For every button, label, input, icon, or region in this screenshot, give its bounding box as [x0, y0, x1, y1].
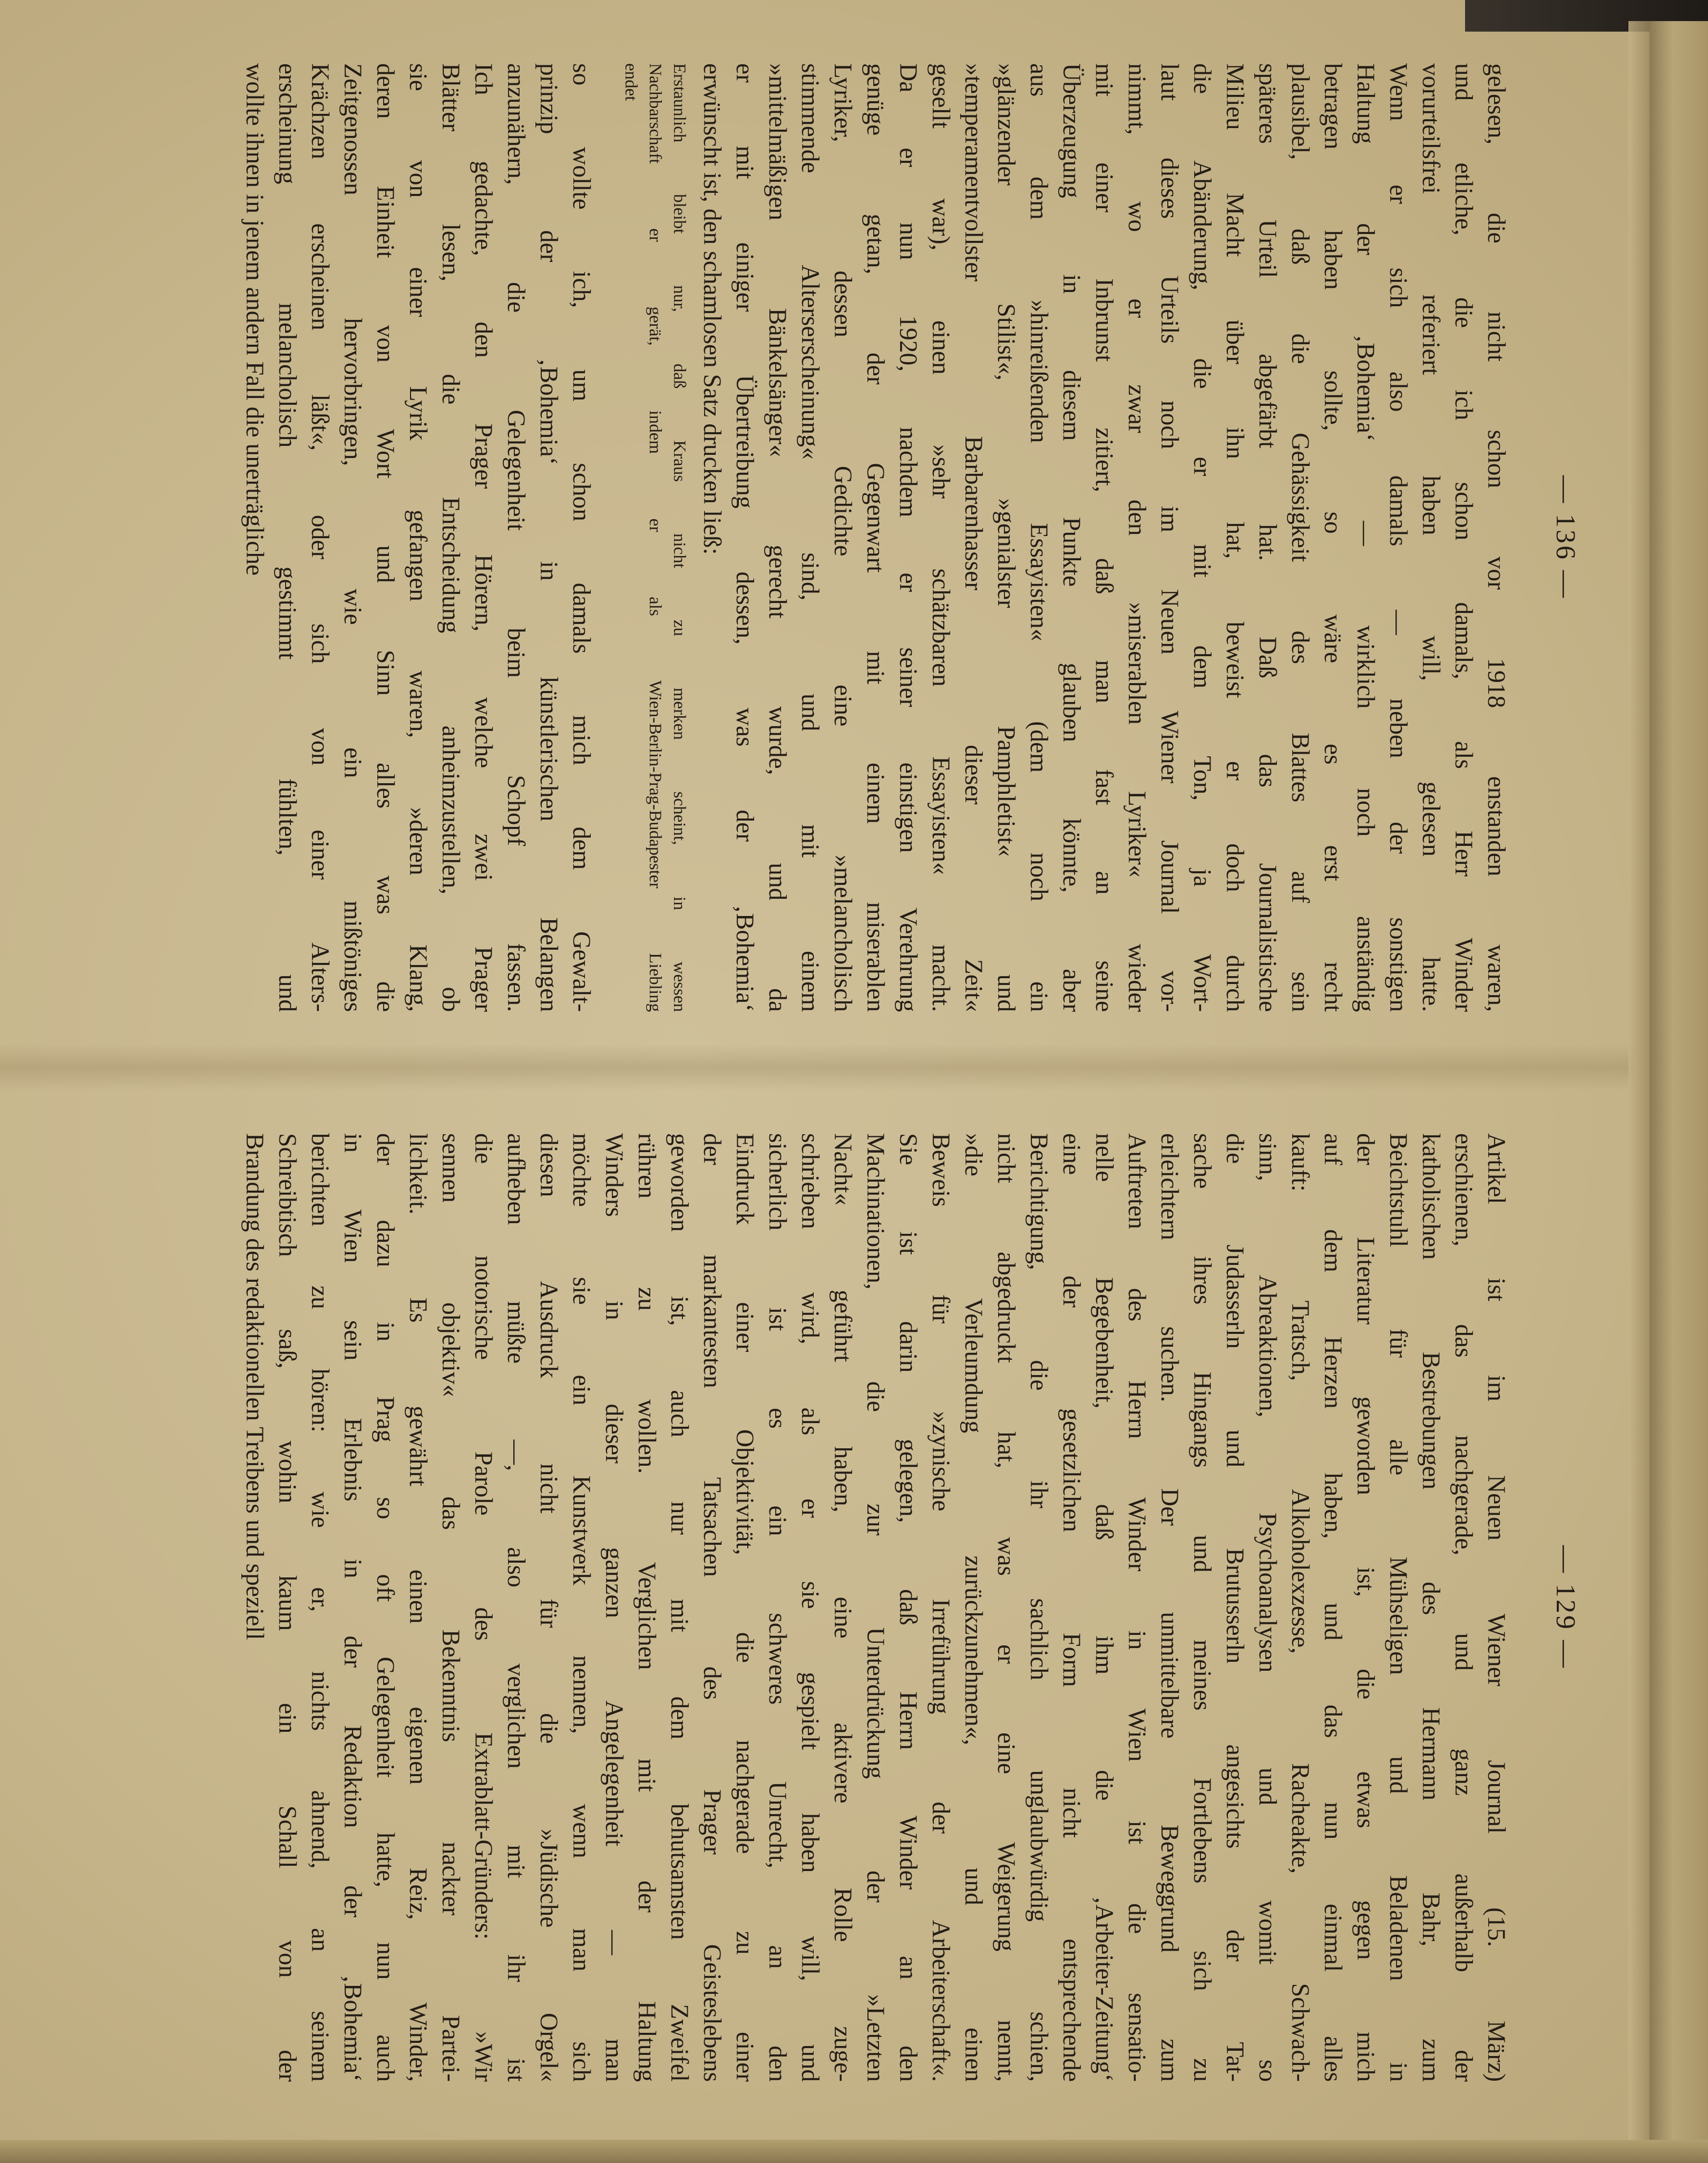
text-line: die notorische Parole des Extrablatt-Gründers: »Wir: [470, 1133, 497, 2082]
text-line: der dazu in Prag so oft Gelegenheit hatte, nun auch: [372, 1133, 399, 2082]
text-line: eine der gesetzlichen Form nicht entsprechende: [1058, 1133, 1085, 2082]
text-line: anzunähern, die Gelegenheit beim Schopf fassen.: [502, 63, 530, 1012]
text-line: und etliche, die ich schon damals, als Herr Winder: [1450, 63, 1477, 1012]
text-line: sache ihres Hingangs und meines Fortlebens sich zu: [1188, 1133, 1216, 2082]
paragraph: [238, 63, 598, 1012]
text-line: Wenn er sich also damals — neben der sonstigen: [1384, 63, 1412, 1012]
text-line: kauft: Tratsch, Alkoholexzesse, Racheakte, Schwach-: [1286, 1133, 1314, 2082]
text-line: sicherlich ist es ein schweres Unrecht, an den: [764, 1133, 791, 2082]
text-line: katholischen Bestrebungen des Hermann Bahr, zum: [1417, 1133, 1445, 2082]
text-line: diesen Ausdruck nicht für die »Jüdische Orgel«: [535, 1133, 562, 2082]
text-line: geworden ist, auch nur mit dem behutsamsten Zweifel: [666, 1133, 693, 2082]
text-line: gesellt war), einen »sehr schätzbaren Essayisten« macht.: [927, 63, 954, 1012]
text-line: Blätter lesen, die Entscheidung anheimzustellen, ob: [437, 63, 464, 1012]
text-line: nimmt, wo er zwar den »miserablen Lyriker« wieder: [1123, 63, 1150, 1012]
text-line: Haltung der ‚Bohemia‘ — wirklich noch anständig: [1352, 63, 1379, 1012]
text-line: die Abänderung, die er mit dem Ton, ja Wort-: [1188, 63, 1216, 1012]
text-line: erleichtern suchen. Der unmittelbare Beweggrund zum: [1156, 1133, 1183, 2082]
text-line: Nacht« geführt haben, eine aktivere Rolle zuge-: [829, 1133, 856, 2082]
text-line: Winders in dieser ganzen Angelegenheit — man: [600, 1133, 628, 2082]
text-line: »temperamentvollster Barbarenhasser dieser Zeit«: [960, 63, 987, 1012]
text-line: nelle Begebenheit, daß ihm die ‚Arbeiter-Zeitung‘: [1090, 1133, 1118, 2082]
text-line: möchte sie ein Kunstwerk nennen, wenn man sich: [568, 1133, 595, 2082]
text-line: Auftreten des Herrn Winder in Wien ist die sensatio-: [1123, 1133, 1150, 2082]
text-line: erscheinung melancholisch gestimmt fühlten, und: [274, 63, 301, 1012]
text-line: prinzip der ‚Bohemia‘ in künstlerischen Belangen: [535, 63, 562, 1012]
text-line: Ich gedachte, den Prager Hörern, welche zwei Prager: [470, 63, 497, 1012]
text-line: aufheben müßte —, also verglichen mit ihr ist: [502, 1133, 530, 2082]
next-leaf: [1650, 21, 1708, 2163]
text-line: aus dem »hinreißenden Essayisten« (dem noch ein: [1025, 63, 1052, 1012]
text-line: Brandung des redaktionellen Treibens und speziell: [241, 1133, 268, 1640]
paragraph: [238, 1133, 1512, 2082]
page-129: [241, 1133, 1581, 2082]
text-line: Eindruck einer Objektivität, die nachgerade zu einer: [731, 1133, 758, 2082]
text-line: rühren zu wollen. Verglichen mit der Haltung: [633, 1133, 660, 2082]
paragraph: [696, 63, 1512, 1012]
text-line: so wollte ich, um schon damals mich dem Gewalt-: [568, 63, 595, 1012]
text-line: Sie ist darin gelegen, daß Herrn Winder an den: [894, 1133, 922, 2082]
text-line: berichten zu hören: wie er, nichts ahnend, an seinem: [306, 1133, 334, 2082]
text-line: sinn, Abreaktionen, Psychoanalysen und womit so: [1254, 1133, 1281, 2082]
text-line: Beichtstuhl für alle Mühseligen und Beladenen in: [1384, 1133, 1412, 2082]
text-line: Schreibtisch saß, wohin kaum ein Schall von der: [274, 1133, 301, 2082]
text-line: Lyriker, dessen Gedichte eine »melancholisch: [829, 63, 856, 1012]
text-line: Da er nun 1920, nachdem er seiner einstigen Verehrung: [894, 63, 922, 1012]
text-line: Zeitgenossen hervorbringen, wie ein mißtöniges: [339, 63, 366, 1012]
text-line: genüge getan, der Gegenwart mit einem miserablen: [862, 63, 889, 1012]
text-line: stimmende Alterserscheinung« sind, und mit einem: [796, 63, 824, 1012]
text-line: die Judasserln und Brutusserln angesichts der Tat-: [1221, 1133, 1248, 2082]
text-line: Erstaunlich bleibt nur, daß Kraus nicht zu merken scheint, in wessen: [670, 63, 689, 1012]
page-129-text: [238, 1133, 1512, 2082]
text-line: wollte ihnen in jenem andern Fall die unerträgliche: [241, 63, 268, 576]
text-line: Überzeugung in diesem Punkte glauben könnte, aber: [1058, 63, 1085, 1012]
text-line: »mittelmäßigen Bänkelsänger« gerecht wurde, und da: [764, 63, 791, 1012]
text-line: betragen haben sollte, so wäre es erst recht: [1319, 63, 1346, 1012]
text-line: auf dem Herzen haben, und das nun einmal alles: [1319, 1133, 1346, 2082]
text-line: laut dieses Urteils noch im Neuen Wiener Journal vor-: [1156, 63, 1183, 1012]
text-line: schrieben wird, als er sie gespielt haben will, und: [796, 1133, 824, 2082]
text-line: vorurteilsfrei referiert haben will, gelesen hatte.: [1417, 63, 1445, 1012]
text-line: späteres Urteil abgefärbt hat. Daß das Journalistische: [1254, 63, 1281, 1012]
text-line: Milieu Macht über ihn hat, beweist er doch durch: [1221, 63, 1248, 1012]
text-line: erschienen, das nachgerade, und ganz außerhalb der: [1450, 1133, 1477, 2082]
text-line: Artikel ist im Neuen Wiener Journal (15. März): [1482, 1133, 1510, 2082]
text-line: der markantesten Tatsachen des Prager Geisteslebens: [698, 1133, 726, 2082]
text-line: gelesen, die nicht schon vor 1918 enstanden waren,: [1482, 63, 1510, 1012]
text-line: lichkeit. Es gewährt einen eigenen Reiz, Winder,: [404, 1133, 432, 2082]
text-line: sie von einer Lyrik gefangen waren, »deren Klang,: [404, 63, 432, 1012]
text-line: in Wien sein Erlebnis in der Redaktion der ‚Bohemia‘: [339, 1133, 366, 2082]
text-line: Machinationen, die zur Unterdrückung der »Letzten: [862, 1133, 889, 2082]
text-line: »glänzender Stilist«, »genialster Pamphletist« und: [992, 63, 1020, 1012]
text-line: Beweis für »zynische Irreführung der Arbeiterschaft«.: [927, 1133, 954, 2082]
text-line: sennen objektiv« das Bekenntnis nackter Partei-: [437, 1133, 464, 2082]
page-number: — 136 —: [1550, 475, 1580, 600]
text-line: er mit einiger Übertreibung dessen, was der ‚Bohemia‘: [731, 63, 758, 1012]
page-136: [241, 63, 1581, 1012]
page-number: — 129 —: [1550, 1545, 1580, 1670]
text-line: deren Einheit von Wort und Sinn alles was die: [372, 63, 399, 1012]
text-line: plausibel, daß die Gehässigkeit des Blattes auf sein: [1286, 63, 1314, 1012]
text-line: Berichtigung, die ihr sachlich unglaubwürdig schien,: [1025, 1133, 1052, 2082]
bottom-edge: [0, 2140, 1708, 2163]
footnote: [619, 63, 691, 1012]
text-line: nicht abgedruckt hat, was er eine Weigerung nennt,: [992, 1133, 1020, 2082]
leaf-edge: [1628, 21, 1650, 2163]
text-line: der Literatur geworden ist, die etwas gegen mich: [1352, 1133, 1379, 2082]
page-gutter: [0, 1044, 1634, 1091]
text-line: »die Verleumdung zurückzunehmen«, und einen: [960, 1133, 987, 2082]
text-line: mit einer Inbrunst zitiert, daß man fast an seine: [1090, 63, 1118, 1012]
text-line: Krächzen erscheinen läßt«, oder sich von einer Alters-: [306, 63, 334, 1012]
text-line: erwünscht ist, den schamlosen Satz drucken ließ:: [698, 63, 726, 555]
text-line: Nachbarschaft er gerät, indem er als Wien-Berlin-Prag-Budapester Liebling: [646, 63, 665, 1012]
text-line: endet: [621, 63, 640, 101]
page-136-text: [238, 63, 1512, 1012]
